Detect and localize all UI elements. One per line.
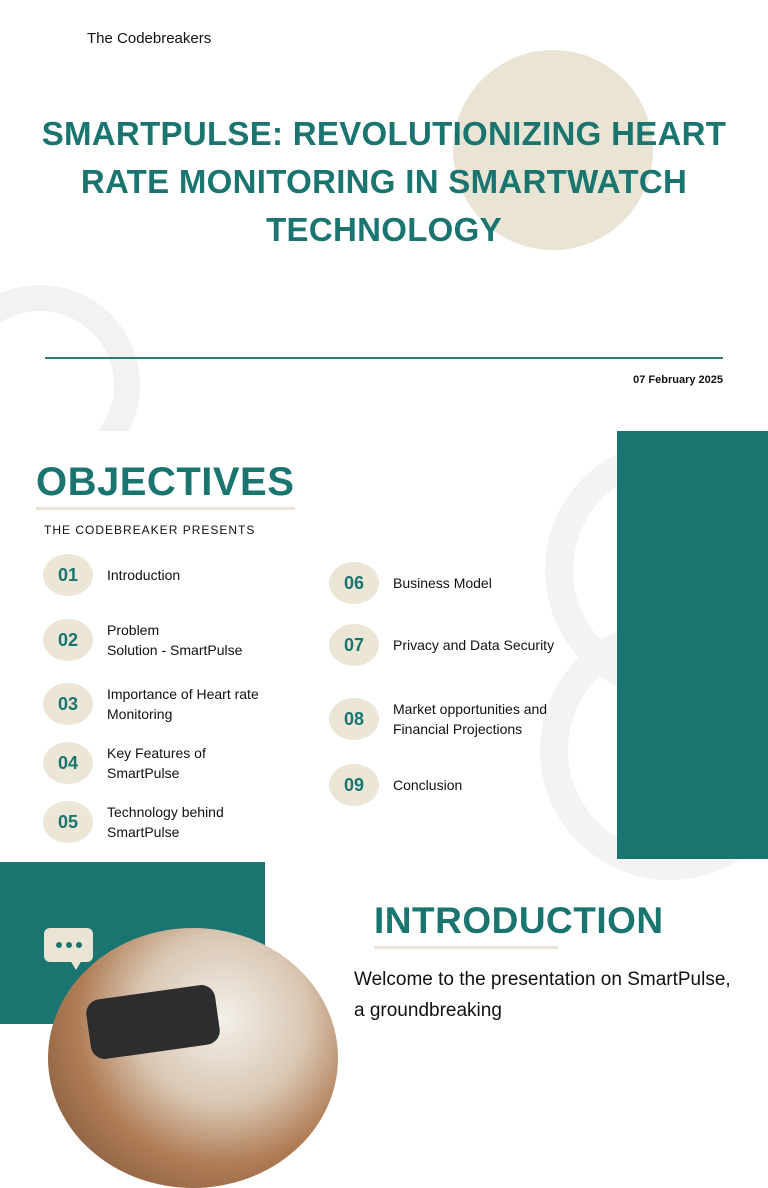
objective-label: Problem Solution - SmartPulse bbox=[107, 622, 243, 658]
objective-number: 02 bbox=[43, 619, 93, 661]
introduction-title: INTRODUCTION bbox=[374, 900, 664, 941]
dot-icon bbox=[56, 942, 62, 948]
accent-block bbox=[617, 431, 768, 859]
title-underline bbox=[374, 946, 558, 949]
objective-label: Introduction bbox=[107, 567, 181, 583]
objective-label: Technology behind SmartPulse bbox=[107, 804, 224, 840]
chat-bubble-icon bbox=[44, 928, 93, 962]
objective-number: 06 bbox=[329, 562, 379, 604]
objective-item-09 bbox=[329, 764, 462, 806]
objective-item-08 bbox=[329, 698, 547, 740]
objective-label: Business Model bbox=[393, 575, 492, 591]
objectives-subtitle: THE CODEBREAKER PRESENTS bbox=[44, 523, 256, 537]
objective-item-01 bbox=[43, 554, 180, 596]
divider bbox=[45, 357, 723, 359]
objective-label: Privacy and Data Security bbox=[393, 637, 555, 653]
objective-item-07 bbox=[329, 624, 554, 666]
objective-label: Importance of Heart rate Monitoring bbox=[107, 686, 259, 722]
page-title: SMARTPULSE: REVOLUTIONIZING HEART RATE MONITORING IN SMARTWATCH TECHNOLOGY bbox=[41, 115, 727, 248]
objective-item-03 bbox=[43, 683, 259, 725]
objective-number: 05 bbox=[43, 801, 93, 843]
introduction-text: Welcome to the presentation on SmartPulse, a groundbreaking bbox=[354, 969, 731, 1021]
objective-number: 09 bbox=[329, 764, 379, 806]
date-label: 07 February 2025 bbox=[633, 374, 723, 386]
objective-number: 03 bbox=[43, 683, 93, 725]
objectives-title: OBJECTIVES bbox=[36, 460, 295, 504]
smartwatch-photo bbox=[48, 928, 338, 1188]
objective-number: 04 bbox=[43, 742, 93, 784]
dot-icon bbox=[66, 942, 72, 948]
objective-label: Conclusion bbox=[393, 777, 463, 793]
objective-item-02 bbox=[43, 619, 242, 661]
objective-label: Market opportunities and Financial Projections bbox=[393, 701, 548, 737]
objective-item-06 bbox=[329, 562, 492, 604]
objective-label: Key Features of SmartPulse bbox=[107, 745, 206, 781]
brand-name: The Codebreakers bbox=[87, 30, 212, 47]
objective-number: 08 bbox=[329, 698, 379, 740]
title-underline bbox=[36, 507, 295, 510]
objective-item-05 bbox=[43, 801, 224, 843]
objective-number: 01 bbox=[43, 554, 93, 596]
dot-icon bbox=[76, 942, 82, 948]
objective-item-04 bbox=[43, 742, 206, 784]
watch-icon bbox=[84, 983, 221, 1061]
objective-number: 07 bbox=[329, 624, 379, 666]
